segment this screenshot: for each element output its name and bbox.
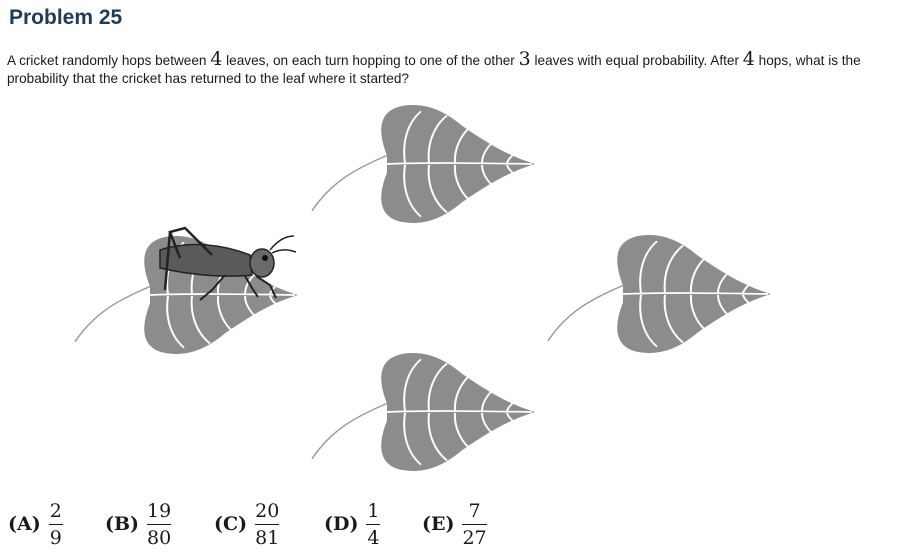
statement-text-4: hops, what is the probability that the cricket has returned to the leaf where it started? [7,53,861,86]
fraction-bar [366,524,380,525]
denominator: 27 [462,526,487,549]
fraction [147,501,171,548]
numerator: 20 [255,499,280,522]
leaf-top [312,105,535,223]
fraction [49,501,63,548]
statement-text-2: leaves, on each turn hopping to one of the other [222,53,519,68]
numerator: 19 [147,499,172,522]
denominator: 80 [147,526,172,549]
fraction [366,501,380,548]
leaf-right [548,235,771,353]
choice-d[interactable] [324,496,380,552]
problem-title: Problem 25 [9,6,123,29]
denominator: 81 [255,526,280,549]
fraction [462,501,486,548]
denominator: 9 [49,526,62,549]
leaves-count: 4 [210,48,223,70]
choice-c[interactable] [214,496,279,552]
choice-label: (A) [8,513,41,535]
other-leaves-count: 3 [518,48,531,70]
numerator: 7 [468,499,481,522]
fraction-bar [462,524,486,525]
choice-a[interactable] [8,496,63,552]
fraction-bar [147,524,171,525]
fraction-bar [49,524,63,525]
denominator: 4 [367,526,380,549]
fraction-bar [255,524,279,525]
choice-label: (D) [324,513,359,535]
choice-label: (C) [214,513,248,535]
statement-text-3: leaves with equal probability. After [530,53,743,68]
choice-label: (B) [105,513,140,535]
choice-e[interactable] [422,496,487,552]
numerator: 2 [49,499,62,522]
fraction [255,501,279,548]
leaf-bottom [312,353,535,471]
choice-label: (E) [422,513,455,535]
numerator: 1 [367,499,380,522]
hops-count: 4 [742,48,755,70]
choice-b[interactable] [105,496,171,552]
statement-text-1: A cricket randomly hops between [7,53,211,68]
